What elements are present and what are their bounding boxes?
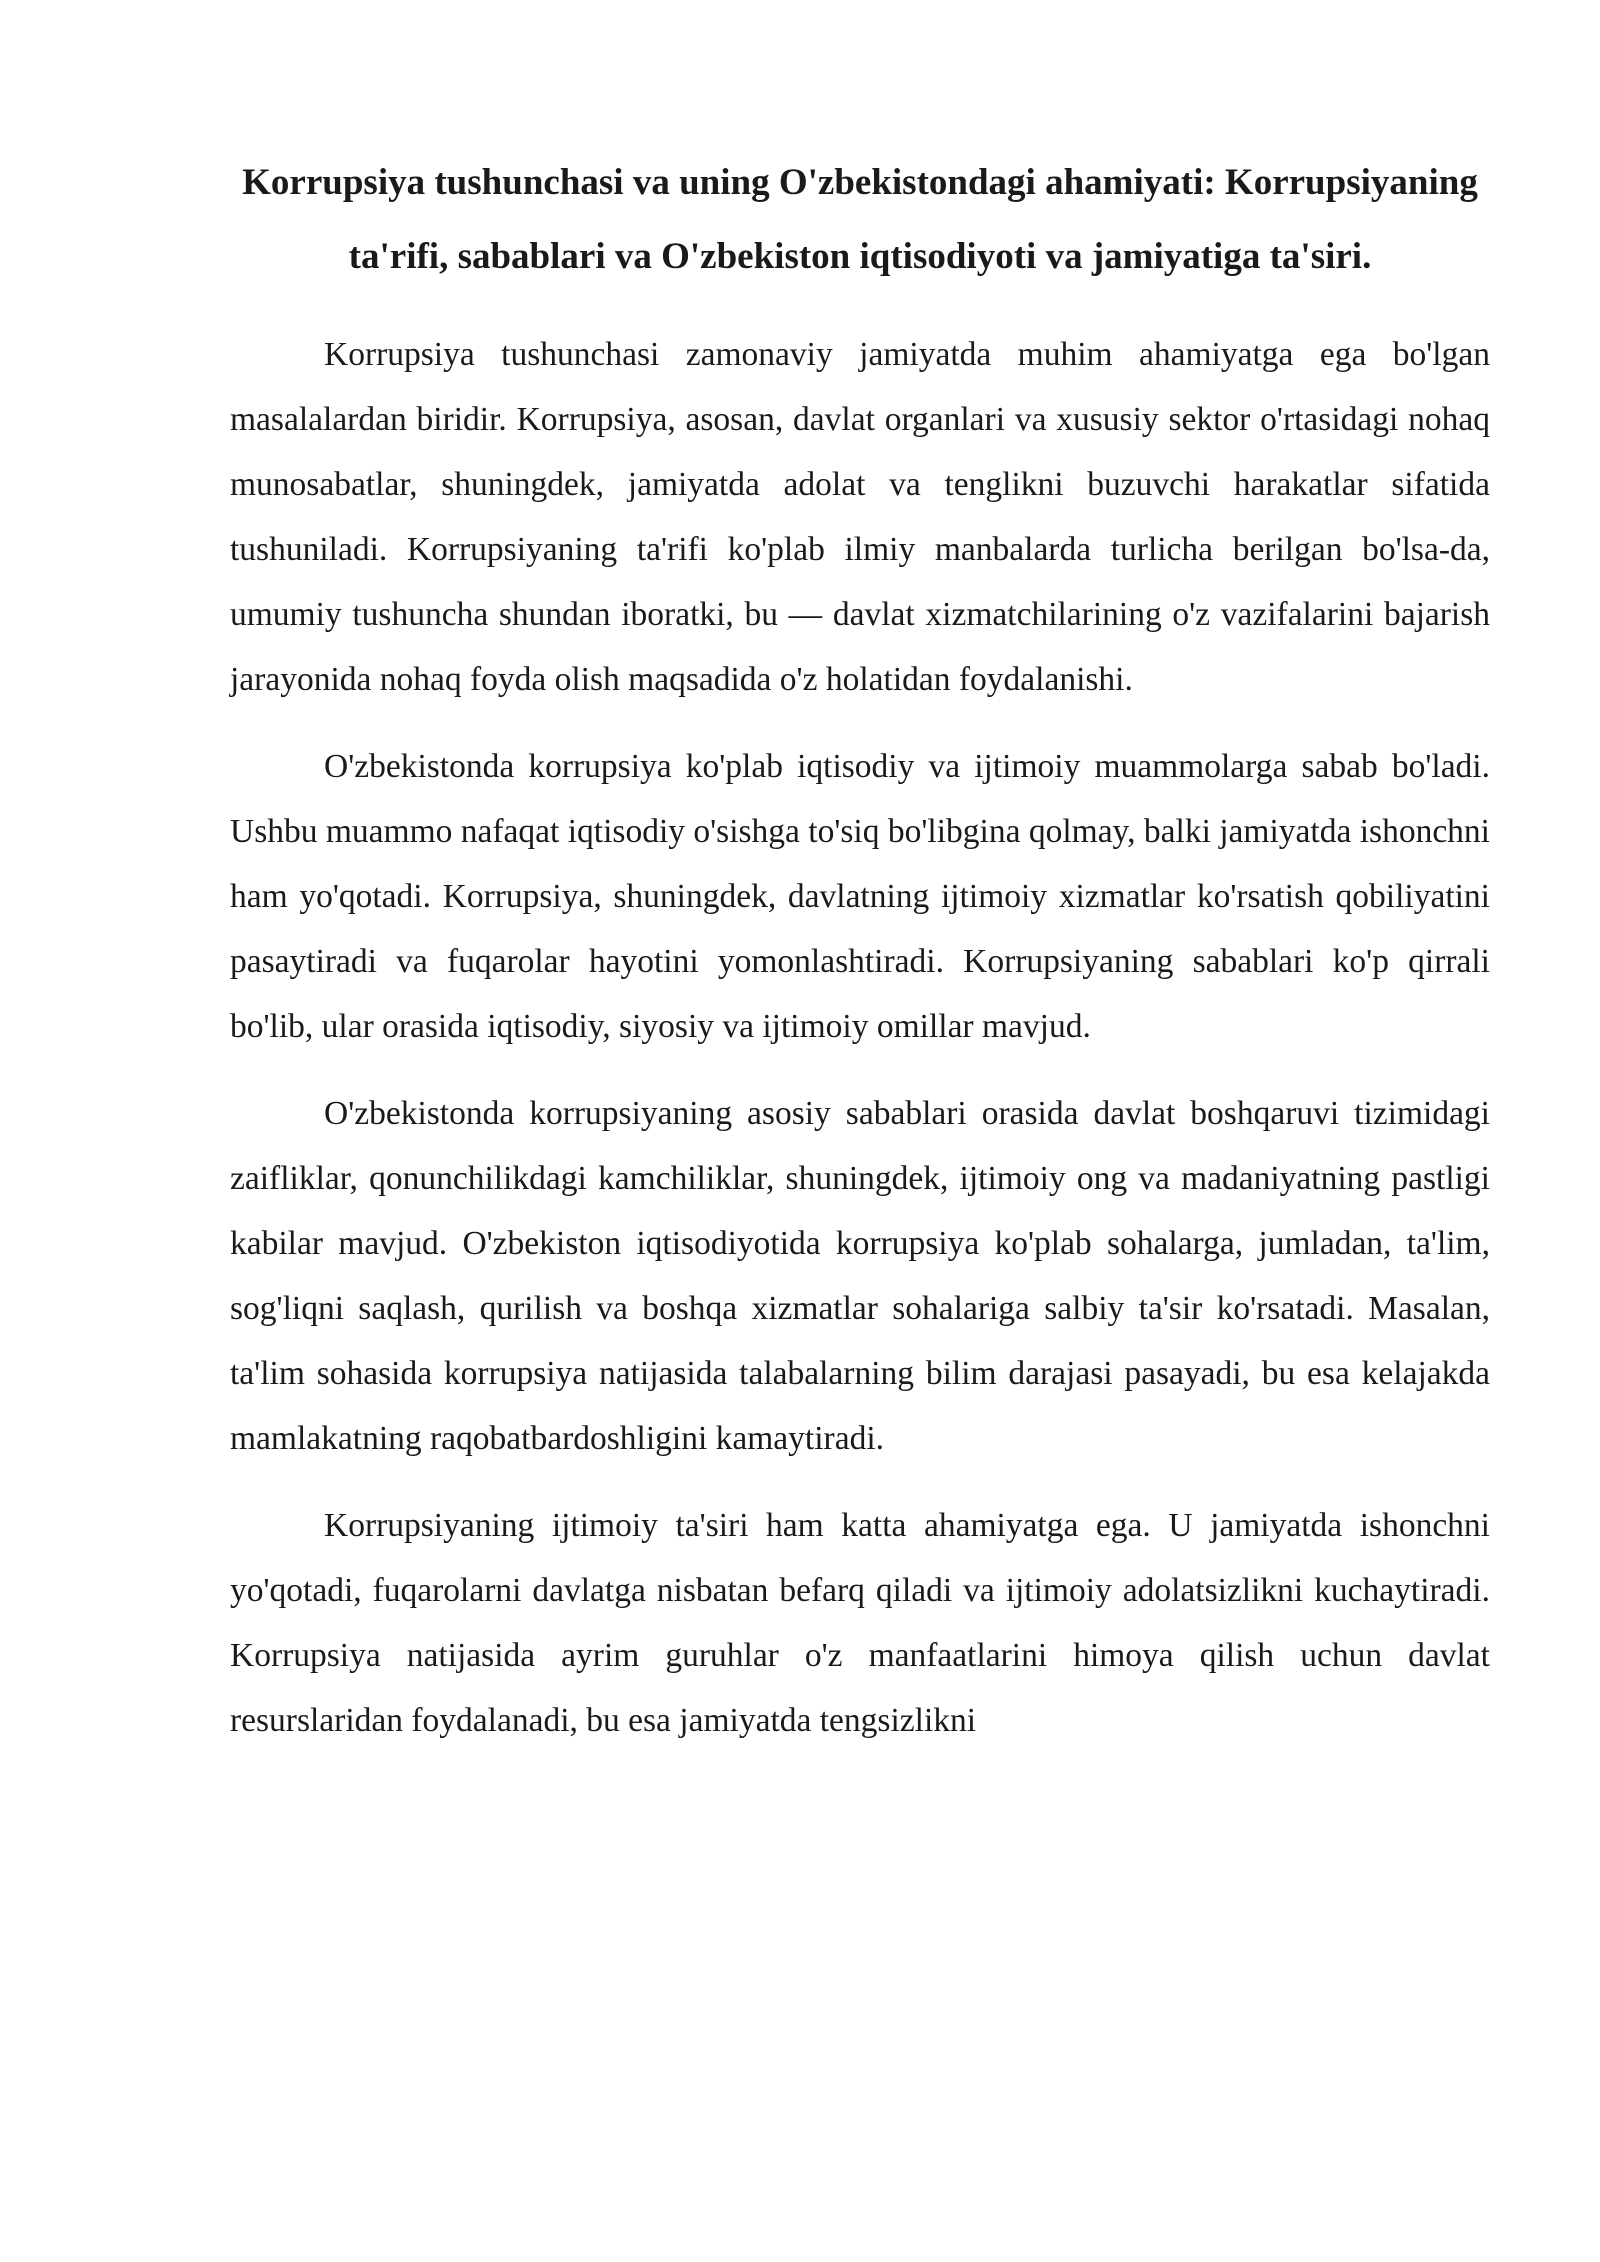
document-body — [230, 146, 1490, 1775]
paragraph-problems: O'zbekistonda korrupsiya ko'plab iqtisodiy va ijtimoiy muammolarga sabab bo'ladi. Ushbu muammo nafaqat iqtisodiy o'sishga to'siq bo'libgina qolmay, balki jamiyatda ishonchni ham yo'qotadi. Korrupsiya, shuningdek, davlatning ijtimoiy xizmatlar ko'rsatish qobiliyatini pasaytiradi va fuqarolar hayotini yomonlashtiradi. Korrupsiyaning sabablari ko'p qirrali bo'lib, ular orasida iqtisodiy, siyosiy va ijtimoiy omillar mavjud. — [230, 748, 1490, 1045]
paragraph-social-impact: Korrupsiyaning ijtimoiy ta'siri ham katta ahamiyatga ega. U jamiyatda ishonchni yo'qotadi, fuqarolarni davlatga nisbatan befarq qiladi va ijtimoiy adolatsizlikni kuchaytiradi. Korrupsiya natijasida ayrim guruhlar o'z manfaatlarini himoya qilish uchun davlat resurslaridan foydalanadi, bu esa jamiyatda tengsizlikni — [230, 1507, 1490, 1739]
paragraph-definition: Korrupsiya tushunchasi zamonaviy jamiyatda muhim ahamiyatga ega bo'lgan masalalardan biridir. Korrupsiya, asosan, davlat organlari va xususiy sektor o'rtasidagi nohaq munosabatlar, shuningdek, jamiyatda adolat va tenglikni buzuvchi harakatlar sifatida tushuniladi. Korrupsiyaning ta'rifi ko'plab ilmiy manbalarda turlicha berilgan bo'lsa-da, umumiy tushuncha shundan iboratki, bu — davlat xizmatchilarining o'z vazifalarini bajarish jarayonida nohaq foyda olish maqsadida o'z holatidan foydalanishi. — [230, 336, 1490, 698]
paragraph-causes: O'zbekistonda korrupsiyaning asosiy sabablari orasida davlat boshqaruvi tizimidagi zaifliklar, qonunchilikdagi kamchiliklar, shuningdek, ijtimoiy ong va madaniyatning pastligi kabilar mavjud. O'zbekiston iqtisodiyotida korrupsiya ko'plab sohalarga, jumladan, ta'lim, sog'liqni saqlash, qurilish va boshqa xizmatlar sohalariga salbiy ta'sir ko'rsatadi. Masalan, ta'lim sohasida korrupsiya natijasida talabalarning bilim darajasi pasayadi, bu esa kelajakda mamlakatning raqobatbardoshligini kamaytiradi. — [230, 1095, 1490, 1457]
document-title: Korrupsiya tushunchasi va uning O'zbekistondagi ahamiyati: Korrupsiyaning ta'rifi, sabablari va O'zbekiston iqtisodiyoti va jamiyatiga ta'siri. — [242, 162, 1478, 277]
